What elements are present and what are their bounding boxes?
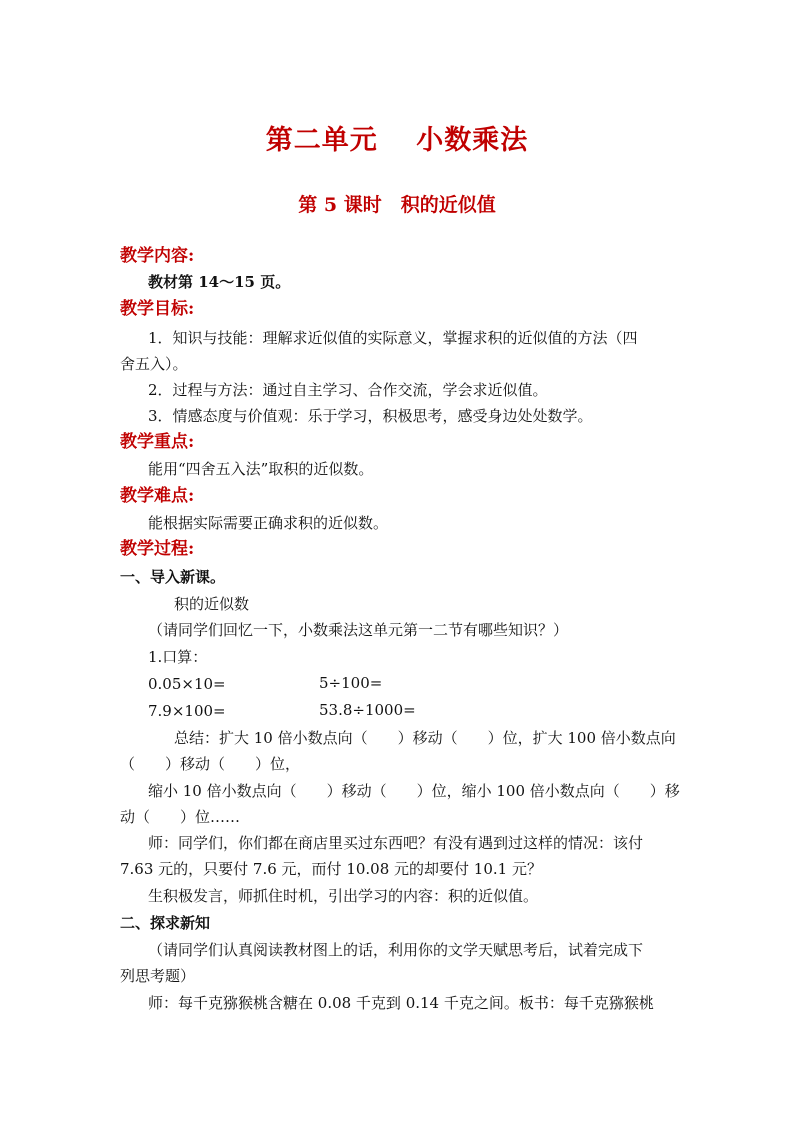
content-heading: 教学内容: — [120, 246, 195, 266]
lesson-subtitle: 第 5 课时 积的近似值 — [298, 194, 496, 216]
oral-label: 1.口算： — [148, 648, 208, 666]
process-heading: 教学过程: — [120, 539, 195, 559]
student-line: 生积极发言，师抓住时机，引出学习的内容：积的近似值。 — [148, 887, 539, 905]
key-text: 能用“四舍五入法”取积的近似数。 — [148, 460, 374, 478]
calc-2b: 53.8÷1000= — [319, 701, 416, 719]
calc-row-1 — [148, 674, 708, 694]
content-text: 教材第 14～15 页。 — [148, 273, 291, 291]
part1-topic: 积的近似数 — [174, 595, 250, 613]
teacher-line-2: 7.63 元的，只要付 7.6 元，而付 10.08 元的却要付 10.1 元？ — [120, 860, 542, 878]
goal-1-line-2: 舍五入）。 — [120, 355, 188, 373]
calc-row-2 — [148, 701, 708, 721]
part2-teacher: 师：每千克猕猴桃含糖在 0.08 千克到 0.14 千克之间。板书：每千克猕猴桃 — [148, 994, 654, 1012]
summary-line-2: （ ）移动（ ）位， — [120, 755, 301, 773]
teacher-line-1: 师：同学们，你们都在商店里买过东西吧？有没有遇到过这样的情况：该付 — [148, 834, 644, 852]
difficult-heading: 教学难点: — [120, 486, 195, 506]
summary-line-1: 总结：扩大 10 倍小数点向（ ）移动（ ）位，扩大 100 倍小数点向 — [174, 729, 676, 747]
key-heading: 教学重点: — [120, 432, 195, 452]
goals-heading: 教学目标: — [120, 299, 195, 319]
page-title: 第二单元 小数乘法 — [265, 125, 529, 156]
goal-2: 2．过程与方法：通过自主学习、合作交流，学会求近似值。 — [148, 381, 548, 399]
goal-3: 3．情感态度与价值观：乐于学习，积极思考，感受身边处处数学。 — [148, 407, 593, 425]
difficult-text: 能根据实际需要正确求积的近似数。 — [148, 514, 389, 532]
calc-2a: 7.9×100= — [148, 702, 226, 720]
part2-prompt-1: （请同学们认真阅读教材图上的话，利用你的文学天赋思考后，试着完成下 — [148, 941, 644, 959]
part2-prompt-2: 列思考题） — [120, 967, 196, 985]
summary-line-3: 缩小 10 倍小数点向（ ）移动（ ）位，缩小 100 倍小数点向（ ）移 — [148, 782, 680, 800]
calc-1a: 0.05×10= — [148, 675, 226, 693]
summary-line-4: 动（ ）位…… — [120, 808, 241, 826]
part1-heading: 一、导入新课。 — [120, 568, 226, 586]
calc-1b: 5÷100= — [319, 674, 383, 692]
goal-1-line-1: 1．知识与技能：理解求近似值的实际意义，掌握求积的近似值的方法（四 — [148, 329, 638, 347]
part1-prompt: （请同学们回忆一下，小数乘法这单元第一二节有哪些知识？） — [148, 621, 569, 639]
part2-heading: 二、探求新知 — [120, 914, 211, 932]
